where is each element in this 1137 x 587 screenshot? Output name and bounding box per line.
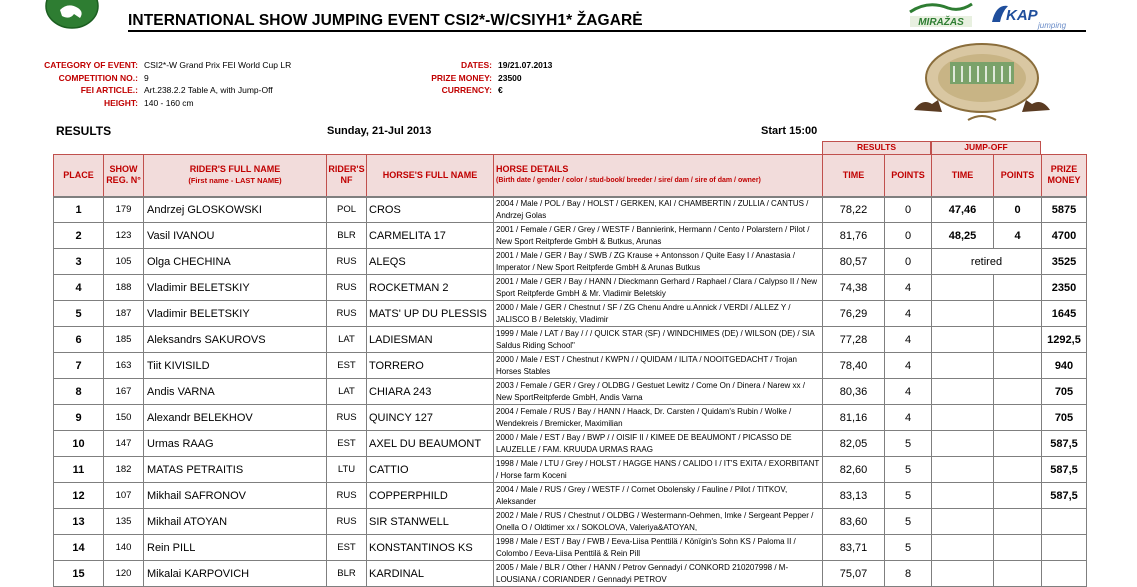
cell-place: 2 [54, 223, 104, 249]
cell-jumpoff-points [994, 457, 1042, 483]
cell-horse-details: 1999 / Male / LAT / Bay / / / QUICK STAR (SF) / WINDCHIMES (DE) / WILSON (DE) / SIA Saldus Riding School" [494, 327, 823, 353]
cell-jumpoff-time [932, 405, 994, 431]
cell-prize-money: 3525 [1042, 249, 1087, 275]
cell-horse-details: 2001 / Female / GER / Grey / WESTF / Bannierink, Hermann / Cento / Polarstern / Pilot / New Sport Reitpferde GmbH & Butkus, Arunas [494, 223, 823, 249]
cell-place: 8 [54, 379, 104, 405]
cell-time: 83,71 [823, 535, 885, 561]
table-row [54, 275, 1087, 301]
cell-jumpoff-points [994, 379, 1042, 405]
cell-points: 4 [885, 353, 932, 379]
cell-show-reg: 147 [104, 431, 144, 457]
cell-prize-money [1042, 509, 1087, 535]
cell-show-reg: 179 [104, 197, 144, 223]
results-heading: RESULTS [56, 124, 112, 138]
cell-jumpoff-points [994, 275, 1042, 301]
cell-horse-name: LADIESMAN [367, 327, 494, 353]
cell-jumpoff-time [932, 327, 994, 353]
cell-horse-name: KARDINAL [367, 561, 494, 587]
cell-horse-name: AXEL DU BEAUMONT [367, 431, 494, 457]
cell-prize-money: 587,5 [1042, 483, 1087, 509]
table-row [54, 301, 1087, 327]
table-row [54, 483, 1087, 509]
info-row-fei-article: FEI ARTICLE.: Art.238.2.2 Table A, with Jump-Off [80, 85, 273, 95]
cell-jumpoff-time [932, 561, 994, 587]
cell-rider-name: Olga CHECHINA [144, 249, 327, 275]
cell-prize-money: 2350 [1042, 275, 1087, 301]
cell-jumpoff-time [932, 431, 994, 457]
cell-rider-nf: RUS [327, 483, 367, 509]
cell-points: 4 [885, 379, 932, 405]
cell-prize-money [1042, 561, 1087, 587]
col-jumpoff-points: POINTS [994, 155, 1042, 197]
cell-rider-name: Tiit KIVISILD [144, 353, 327, 379]
cell-rider-name: Vasil IVANOU [144, 223, 327, 249]
cell-show-reg: 107 [104, 483, 144, 509]
cell-jumpoff-time [932, 379, 994, 405]
cell-jumpoff-time [932, 509, 994, 535]
cell-horse-name: QUINCY 127 [367, 405, 494, 431]
cell-show-reg: 135 [104, 509, 144, 535]
cell-prize-money: 5875 [1042, 197, 1087, 223]
cell-horse-name: CARMELITA 17 [367, 223, 494, 249]
cell-points: 5 [885, 509, 932, 535]
cell-jumpoff-points [994, 431, 1042, 457]
cell-show-reg: 120 [104, 561, 144, 587]
cell-time: 80,57 [823, 249, 885, 275]
table-row [54, 197, 1087, 223]
cell-prize-money: 587,5 [1042, 457, 1087, 483]
cell-jumpoff-points [994, 535, 1042, 561]
cell-time: 83,13 [823, 483, 885, 509]
cell-jumpoff-points [994, 405, 1042, 431]
cell-horse-details: 2004 / Male / POL / Bay / HOLST / GERKEN, KAI / CHAMBERTIN / ZULLIA / CANTUS / Andrzej Golas [494, 197, 823, 223]
table-row [54, 535, 1087, 561]
cell-rider-nf: RUS [327, 249, 367, 275]
title-underline [128, 30, 1086, 32]
cell-rider-name: Urmas RAAG [144, 431, 327, 457]
cell-horse-name: TORRERO [367, 353, 494, 379]
cell-horse-name: ALEQS [367, 249, 494, 275]
cell-place: 10 [54, 431, 104, 457]
cell-time: 80,36 [823, 379, 885, 405]
cell-rider-name: Mikhail SAFRONOV [144, 483, 327, 509]
cell-points: 4 [885, 275, 932, 301]
cell-points: 5 [885, 483, 932, 509]
col-time: TIME [823, 155, 885, 197]
info-row-height: HEIGHT: 140 - 160 cm [104, 97, 194, 108]
cell-rider-nf: LAT [327, 379, 367, 405]
cell-time: 78,40 [823, 353, 885, 379]
col-prize-money: PRIZE MONEY [1042, 155, 1087, 197]
cell-rider-name: Mikalai KARPOVICH [144, 561, 327, 587]
cell-time: 78,22 [823, 197, 885, 223]
cell-place: 4 [54, 275, 104, 301]
cell-rider-name: Mikhail ATOYAN [144, 509, 327, 535]
cell-horse-name: COPPERPHILD [367, 483, 494, 509]
cell-horse-details: 2000 / Male / EST / Bay / BWP / / OISIF II / KIMEE DE BEAUMONT / PICASSO DE LAUZELLE / FAM. KRUUDA URMAS RAAG [494, 431, 823, 457]
cell-rider-nf: BLR [327, 223, 367, 249]
table-row [54, 561, 1087, 587]
cell-rider-nf: POL [327, 197, 367, 223]
results-date: Sunday, 21-Jul 2013 [327, 125, 432, 137]
cell-prize-money: 4700 [1042, 223, 1087, 249]
cell-horse-details: 2001 / Male / GER / Bay / HANN / Dieckmann Gerhard / Raphael / Clara / Calypso II / New Sport Reitpferde GmbH & Mr. Vladimir Beletskiy [494, 275, 823, 301]
cell-points: 0 [885, 249, 932, 275]
info-row-prize-money: PRIZE MONEY: 23500 [431, 72, 522, 83]
cell-rider-nf: LAT [327, 327, 367, 353]
cell-jumpoff-points: 0 [994, 197, 1042, 223]
sponsor-logo-kap [988, 0, 1070, 30]
table-row [54, 223, 1087, 249]
cell-show-reg: 167 [104, 379, 144, 405]
cell-show-reg: 187 [104, 301, 144, 327]
cell-place: 15 [54, 561, 104, 587]
cell-rider-name: Andis VARNA [144, 379, 327, 405]
cell-jumpoff-points: 4 [994, 223, 1042, 249]
cell-place: 9 [54, 405, 104, 431]
cell-horse-name: CATTIO [367, 457, 494, 483]
cell-horse-name: ROCKETMAN 2 [367, 275, 494, 301]
table-row [54, 353, 1087, 379]
event-info-left [10, 59, 291, 109]
cell-jumpoff-time [932, 275, 994, 301]
cell-rider-nf: EST [327, 535, 367, 561]
cell-rider-name: Alexandr BELEKHOV [144, 405, 327, 431]
cell-horse-details: 2002 / Male / RUS / Chestnut / OLDBG / Westermann-Oehmen, Imke / Sergeant Pepper / Onella O / Oldtimer xx / SOKOLOVA, Valeriya&ATOYAN, [494, 509, 823, 535]
col-place: PLACE [54, 155, 104, 197]
page-title: INTERNATIONAL SHOW JUMPING EVENT CSI2*-W/CSIYH1* ŽAGARĖ [128, 12, 643, 29]
info-row-competition: COMPETITION NO.: 9 [58, 72, 149, 83]
cell-place: 1 [54, 197, 104, 223]
cell-horse-name: CROS [367, 197, 494, 223]
cell-jumpoff-points [994, 353, 1042, 379]
group-header-results: RESULTS [822, 141, 931, 155]
cell-rider-name: MATAS PETRAITIS [144, 457, 327, 483]
cell-horse-details: 2001 / Male / GER / Bay / SWB / ZG Krause + Antonsson / Quite Easy I / Anastasia / Imperator / New Sport Reitpferde GmbH & Arunas Butkus [494, 249, 823, 275]
sponsor-mirazas-text: MIRAŽAS [918, 17, 964, 28]
cell-horse-name: MATS' UP DU PLESSIS [367, 301, 494, 327]
cell-show-reg: 185 [104, 327, 144, 353]
cell-place: 13 [54, 509, 104, 535]
cell-time: 74,38 [823, 275, 885, 301]
cell-jumpoff-time [932, 535, 994, 561]
cell-rider-name: Vladimir BELETSKIY [144, 275, 327, 301]
cell-jumpoff-time [932, 483, 994, 509]
cell-points: 8 [885, 561, 932, 587]
cell-prize-money: 705 [1042, 405, 1087, 431]
cell-time: 82,05 [823, 431, 885, 457]
table-row [54, 379, 1087, 405]
cell-jumpoff-time [932, 457, 994, 483]
event-info-right [400, 59, 552, 97]
cell-prize-money [1042, 535, 1087, 561]
cell-prize-money: 1292,5 [1042, 327, 1087, 353]
results-table-body [54, 197, 1087, 587]
cell-time: 76,29 [823, 301, 885, 327]
cell-jumpoff-time [932, 353, 994, 379]
results-table [53, 154, 1087, 587]
cell-points: 4 [885, 301, 932, 327]
cell-show-reg: 123 [104, 223, 144, 249]
cell-points: 5 [885, 457, 932, 483]
cell-jumpoff-time: 48,25 [932, 223, 994, 249]
col-nf: RIDER'S NF [327, 155, 367, 197]
cell-rider-nf: BLR [327, 561, 367, 587]
cell-show-reg: 188 [104, 275, 144, 301]
cell-rider-name: Rein PILL [144, 535, 327, 561]
table-header-row [54, 155, 1087, 197]
cell-place: 12 [54, 483, 104, 509]
table-row [54, 405, 1087, 431]
cell-prize-money: 587,5 [1042, 431, 1087, 457]
results-start-time: Start 15:00 [761, 125, 818, 137]
cell-jumpoff-points [994, 327, 1042, 353]
cell-place: 3 [54, 249, 104, 275]
cell-points: 4 [885, 405, 932, 431]
sponsor-jumping-text: jumping [1038, 21, 1067, 30]
info-row-category: CATEGORY OF EVENT: CSI2*-W Grand Prix FEI World Cup LR [44, 60, 292, 70]
col-rider: RIDER'S FULL NAME (First name - LAST NAME) [144, 155, 327, 197]
cell-jumpoff-time: 47,46 [932, 197, 994, 223]
cell-rider-nf: RUS [327, 405, 367, 431]
cell-show-reg: 150 [104, 405, 144, 431]
cell-points: 0 [885, 197, 932, 223]
cell-horse-details: 2004 / Female / RUS / Bay / HANN / Haack, Dr. Carsten / Quidam's Rubin / Wolke / Wendekreis / Bremicker, Maximilian [494, 405, 823, 431]
event-logo [44, 0, 100, 30]
cell-prize-money: 1645 [1042, 301, 1087, 327]
cell-show-reg: 163 [104, 353, 144, 379]
cell-show-reg: 140 [104, 535, 144, 561]
cell-place: 14 [54, 535, 104, 561]
cell-time: 75,07 [823, 561, 885, 587]
cell-horse-details: 1998 / Male / EST / Bay / FWB / Eeva-Liisa Penttilä / Könïgin's Sohn KS / Paloma II / Colombo / Eeva-Liisa Penttilä & Rein Pill [494, 535, 823, 561]
cell-rider-name: Vladimir BELETSKIY [144, 301, 327, 327]
cell-time: 81,16 [823, 405, 885, 431]
cell-horse-details: 2000 / Male / EST / Chestnut / KWPN / / QUIDAM / ILITA / NOOITGEDACHT / Trojan Horses Stables [494, 353, 823, 379]
cell-rider-nf: RUS [327, 509, 367, 535]
cell-points: 0 [885, 223, 932, 249]
cell-place: 6 [54, 327, 104, 353]
cell-jumpoff-points [994, 509, 1042, 535]
cell-show-reg: 182 [104, 457, 144, 483]
cell-points: 4 [885, 327, 932, 353]
col-jumpoff-time: TIME [932, 155, 994, 197]
cell-rider-name: Andrzej GLOSKOWSKI [144, 197, 327, 223]
cell-rider-nf: EST [327, 431, 367, 457]
col-horse-details: HORSE DETAILS (Birth date / gender / color / stud-book/ breeder / sire/ dam / sire of dam / owner) [494, 155, 823, 197]
col-show-reg: SHOW REG. N° [104, 155, 144, 197]
cell-rider-nf: EST [327, 353, 367, 379]
cell-prize-money: 940 [1042, 353, 1087, 379]
cell-rider-name: Aleksandrs SAKUROVS [144, 327, 327, 353]
cell-horse-details: 2004 / Male / RUS / Grey / WESTF / / Cornet Obolensky / Fauline / Pilot / TITKOV, Aleksander [494, 483, 823, 509]
arena-emblem-image [908, 40, 1056, 126]
table-row [54, 249, 1087, 275]
cell-show-reg: 105 [104, 249, 144, 275]
table-row [54, 457, 1087, 483]
cell-horse-details: 2000 / Male / GER / Chestnut / SF / ZG Chenu Andre u.Annick / VERDI / ALLEZ Y / JALISCO B / Beletskiy, Vladimir [494, 301, 823, 327]
col-horse: HORSE'S FULL NAME [367, 155, 494, 197]
cell-rider-nf: LTU [327, 457, 367, 483]
info-row-currency: CURRENCY: € [441, 85, 503, 95]
cell-place: 11 [54, 457, 104, 483]
cell-horse-details: 2003 / Female / GER / Grey / OLDBG / Gestuet Lewitz / Come On / Dinera / Narew xx / New SportReitpferde GmbH, Andis Varna [494, 379, 823, 405]
cell-points: 5 [885, 431, 932, 457]
col-points: POINTS [885, 155, 932, 197]
cell-horse-details: 2005 / Male / BLR / Other / HANN / Petrov Gennadyi / CONKORD 210207998 / M-LOUSIANA / CORIANDER / Gennadyi PETROV [494, 561, 823, 587]
cell-place: 7 [54, 353, 104, 379]
cell-time: 83,60 [823, 509, 885, 535]
cell-horse-name: CHIARA 243 [367, 379, 494, 405]
table-row [54, 509, 1087, 535]
cell-horse-name: KONSTANTINOS KS [367, 535, 494, 561]
table-row [54, 327, 1087, 353]
cell-jumpoff-points [994, 483, 1042, 509]
cell-jumpoff-points [994, 561, 1042, 587]
cell-horse-name: SIR STANWELL [367, 509, 494, 535]
group-header-jumpoff: JUMP-OFF [931, 141, 1041, 155]
cell-prize-money: 705 [1042, 379, 1087, 405]
info-row-dates: DATES: 19/21.07.2013 [460, 60, 553, 70]
cell-rider-nf: RUS [327, 301, 367, 327]
cell-jumpoff-time: retired [932, 249, 1042, 275]
cell-time: 82,60 [823, 457, 885, 483]
cell-rider-nf: RUS [327, 275, 367, 301]
cell-place: 5 [54, 301, 104, 327]
cell-jumpoff-time [932, 301, 994, 327]
cell-jumpoff-points [994, 301, 1042, 327]
cell-time: 81,76 [823, 223, 885, 249]
cell-points: 5 [885, 535, 932, 561]
cell-horse-details: 1998 / Male / LTU / Grey / HOLST / HAGGE HANS / CALIDO I / IT'S EXITA / EXORBITANT / Horse farm Koceni [494, 457, 823, 483]
cell-time: 77,28 [823, 327, 885, 353]
sponsor-kap-text: KAP [1006, 7, 1038, 24]
sponsor-logo-mirazas [908, 0, 974, 28]
table-row [54, 431, 1087, 457]
